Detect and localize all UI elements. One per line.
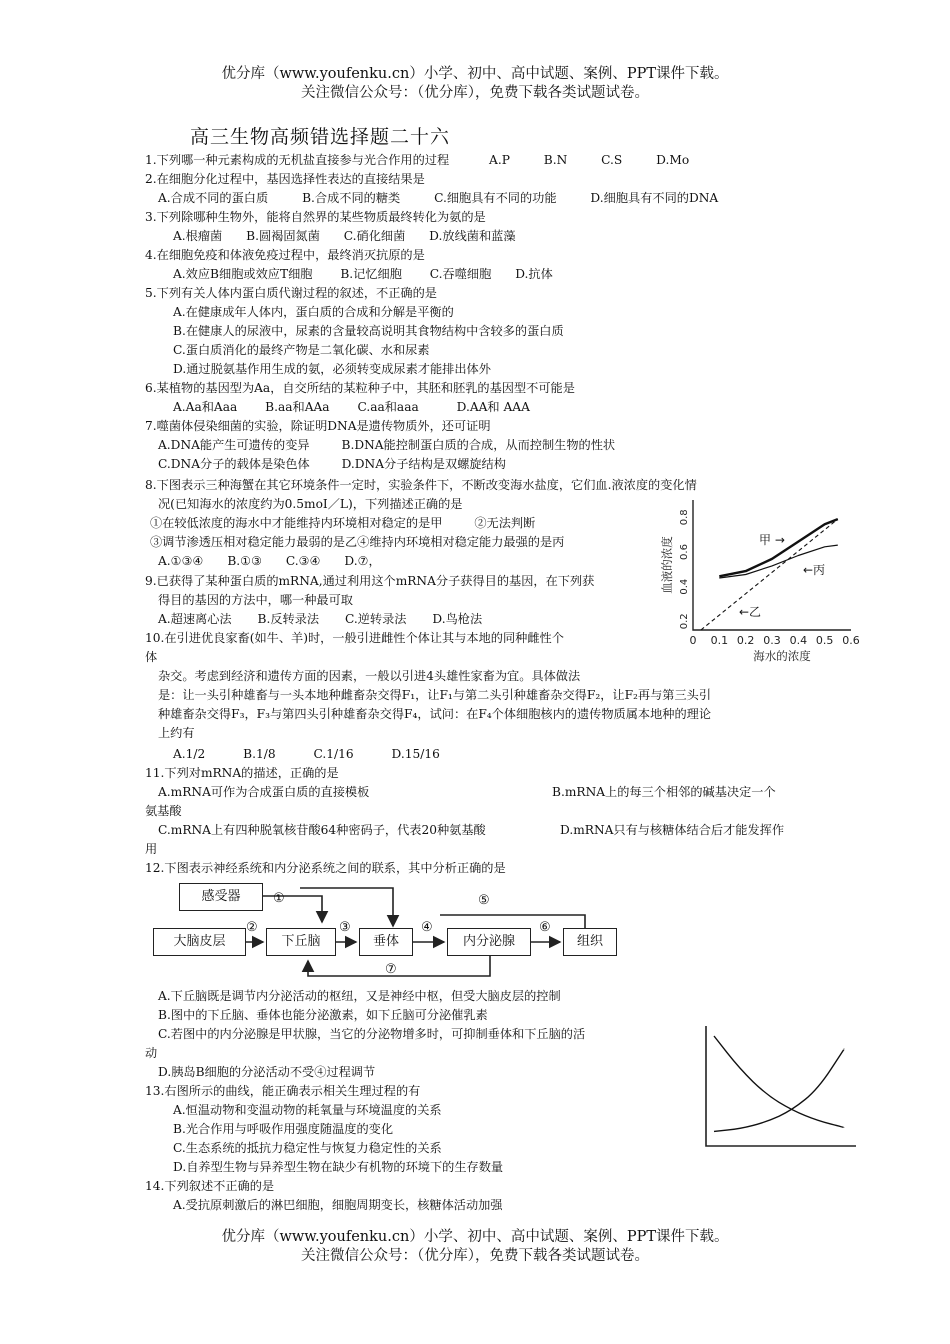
label-6: ⑥ (539, 920, 551, 935)
question-3-stem: 3.下列除哪种生物外，能将自然界的某些物质最终转化为氨的是 (145, 210, 486, 224)
option-a: A.DNA能产生可遗传的变异 (158, 438, 310, 452)
option-b: B.光合作用与呼吸作用强度随温度的变化 (173, 1122, 394, 1136)
option-a: A.①③④ (158, 554, 204, 568)
option-c: C.吞噬细胞 (429, 267, 492, 281)
crossing-curves-chart (680, 1020, 860, 1155)
footer-line-2: 关注微信公众号：（优分库），免费下载各类试题试卷。 (301, 1248, 649, 1264)
option-a: A.在健康成年人体内，蛋白质的合成和分解是平衡的 (173, 305, 454, 319)
option-c: C.生态系统的抵抗力稳定性与恢复力稳定性的关系 (173, 1141, 442, 1155)
question-9-options (158, 611, 482, 628)
series-label-丙: ←丙 (803, 563, 826, 577)
option-b: B.1/8 (243, 747, 276, 761)
label-1: ① (273, 891, 285, 906)
option-d: D.鸟枪法 (432, 612, 483, 626)
endocrine-gland-box: 内分泌腺 (447, 928, 531, 956)
option-d: D.DNA分子结构是双螺旋结构 (341, 457, 506, 471)
question-9-stem-2: 得目的基因的方法中，哪一种最可取 (158, 593, 353, 607)
option-b: B.圆褐固氮菌 (246, 229, 320, 243)
question-11-stem: 11.下列对mRNA的描述，正确的是 (145, 766, 339, 780)
option-d: D.通过脱氨基作用生成的氨，必须转变成尿素才能排出体外 (173, 362, 491, 376)
series-label-乙: ←乙 (739, 605, 762, 619)
option-b-cont: 氨基酸 (145, 804, 182, 818)
option-a: A.超速离心法 (158, 612, 232, 626)
statement-3: ③调节渗透压相对稳定能力最弱的是乙④维持内环境相对稳定能力最强的是丙 (150, 535, 565, 549)
option-c: C.S (601, 153, 623, 167)
option-b: B.N (543, 153, 568, 167)
option-d: D.细胞具有不同的DNA (590, 191, 719, 205)
question-12-stem: 12.下图表示神经系统和内分泌系统之间的联系，其中分析正确的是 (145, 861, 506, 875)
question-4-stem: 4.在细胞免疫和体液免疫过程中，最终消灭抗原的是 (145, 248, 425, 262)
pituitary-box: 垂体 (359, 928, 413, 956)
x-tick-label: 0.4 (789, 634, 808, 647)
question-4-options (173, 266, 553, 283)
option-b: B.记忆细胞 (340, 267, 402, 281)
question-2-stem: 2.在细胞分化过程中，基因选择性表达的直接结果是 (145, 172, 425, 186)
label-3: ③ (339, 920, 351, 935)
question-2-options (158, 190, 718, 207)
option-b: B.合成不同的糖类 (302, 191, 401, 205)
y-axis-label: 血液的浓度 (660, 536, 674, 594)
question-10-options (173, 746, 440, 763)
question-1 (145, 152, 689, 169)
label-4: ④ (421, 920, 433, 935)
question-6-stem: 6.某植物的基因型为Aa，自交所结的某粒种子中，其胚和胚乳的基因型不可能是 (145, 381, 575, 395)
option-d: D.放线菌和蓝藻 (429, 229, 516, 243)
option-b: B.DNA能控制蛋白质的合成，从而控制生物的性状 (341, 438, 616, 452)
y-tick-label: 0.8 (679, 509, 690, 526)
option-c-cont: 动 (145, 1046, 158, 1060)
option-c: C.蛋白质消化的最终产物是二氧化碳、水和尿素 (173, 343, 430, 357)
option-d: D.mRNA只有与核糖体结合后才能发挥作 (560, 823, 785, 837)
option-c: C.mRNA上有四种脱氧核苷酸64种密码子，代表20种氨基酸 (158, 823, 486, 837)
question-8-stem-1: 8.下图表示三种海蟹在其它环境条件一定时，实验条件下，不断改变海水盐度，它们血.液浓度的变化情 (145, 478, 697, 492)
x-tick-label: 0 (689, 634, 697, 647)
x-tick-label: 0.2 (736, 634, 755, 647)
option-b: B.①③ (227, 554, 263, 568)
cerebral-cortex-box: 大脑皮层 (153, 928, 246, 956)
option-c: C.DNA分子的载体是染色体 (158, 457, 310, 471)
option-a: A.1/2 (173, 747, 206, 761)
option-c: C.1/16 (313, 747, 354, 761)
option-c: C.③④ (285, 554, 321, 568)
option-b: B.在健康人的尿液中，尿素的含量较高说明其食物结构中含较多的蛋白质 (173, 324, 564, 338)
page-footer (0, 1228, 950, 1266)
question-10-stem-4: 是：让一头引种雄畜与一头本地种雌畜杂交得F₁，让F₁与第二头引种雄畜杂交得F₂，让F₂再与第三头引 (158, 688, 712, 702)
option-c: C.若图中的内分泌腺是甲状腺，当它的分泌物增多时，可抑制垂体和下丘脑的活 (158, 1027, 586, 1041)
option-d-cont: 用 (145, 842, 158, 856)
option-b: B.图中的下丘脑、垂体也能分泌激素，如下丘脑可分泌催乳素 (158, 1008, 488, 1022)
question-8-stem-2: 况(已知海水的浓度约为0.5moI／L)，下列描述正确的是 (158, 497, 463, 511)
option-a: A.Aa和Aaa (173, 400, 238, 414)
label-2: ② (246, 920, 258, 935)
crab-blood-concentration-chart (655, 490, 865, 670)
question-6-options (173, 399, 530, 416)
option-a: A.效应B细胞或效应T细胞 (173, 267, 313, 281)
y-tick-label: 0.4 (679, 578, 690, 595)
x-axis-label: 海水的浓度 (753, 649, 811, 663)
question-8-options (158, 553, 381, 570)
axes (706, 1026, 856, 1146)
option-a: A.恒温动物和变温动物的耗氧量与环境温度的关系 (173, 1103, 442, 1117)
option-c: C.细胞具有不同的功能 (434, 191, 557, 205)
y-tick-label: 0.6 (679, 544, 690, 560)
option-d: D.Mo (656, 153, 690, 167)
footer-line-1: 优分库（www.youfenku.cn）小学、初中、高中试题、案例、PPT课件下载。 (221, 1229, 729, 1245)
option-d: D.⑦， (344, 554, 381, 568)
header-line-2: 关注微信公众号：（优分库），免费下载各类试题试卷。 (301, 85, 649, 101)
page-header (0, 65, 950, 103)
axes (693, 500, 851, 630)
option-a: A.mRNA可作为合成蛋白质的直接模板 (158, 785, 370, 799)
option-c: C.硝化细菌 (343, 229, 406, 243)
option-a: A.下丘脑既是调节内分泌活动的枢纽，又是神经中枢，但受大脑皮层的控制 (158, 989, 561, 1003)
option-d: D.自养型生物与异养型生物在缺少有机物的环境下的生存数量 (173, 1160, 504, 1174)
page-title: 高三生物高频错选择题二十六 (190, 126, 451, 148)
receptor-box: 感受器 (179, 883, 263, 911)
question-9-stem-1: 9.已获得了某种蛋白质的mRNA,通过利用这个mRNA分子获得目的基因，在下列获 (145, 574, 595, 588)
question-stem: 1.下列哪一种元素构成的无机盐直接参与光合作用的过程 (145, 153, 450, 167)
x-tick-label: 0.1 (710, 634, 729, 647)
option-d: D.抗体 (515, 267, 553, 281)
x-tick-label: 0.6 (842, 634, 860, 647)
question-7-options-2 (158, 456, 506, 473)
question-5-stem: 5.下列有关人体内蛋白质代谢过程的叙述，不正确的是 (145, 286, 437, 300)
question-13-stem: 13.右图所示的曲线，能正确表示相关生理过程的有 (145, 1084, 421, 1098)
option-c: C.aa和aaa (357, 400, 419, 414)
option-b: B.反转录法 (257, 612, 320, 626)
option-d: D.15/16 (391, 747, 440, 761)
option-b: B.aa和AAa (265, 400, 330, 414)
tissue-box: 组织 (563, 928, 617, 956)
question-14-stem: 14.下列叙述不正确的是 (145, 1179, 275, 1193)
option-b: B.mRNA上的每三个相邻的碱基决定一个 (552, 785, 776, 799)
header-line-1: 优分库（www.youfenku.cn）小学、初中、高中试题、案例、PPT课件下载。 (221, 66, 729, 82)
option-d: D.胰岛B细胞的分泌活动不受④过程调节 (158, 1065, 376, 1079)
question-3-options (173, 228, 516, 245)
option-a: A.受抗原刺激后的淋巴细胞，细胞周期变长，核糖体活动加强 (173, 1198, 503, 1212)
y-tick-label: 0.2 (679, 613, 690, 630)
question-10-stem-5: 种雄畜杂交得F₃，F₃与第四头引种雄畜杂交得F₄，试问：在F₄个体细胞核内的遗传物质属本地种的理论 (158, 707, 712, 721)
curve-1 (714, 1036, 844, 1127)
x-tick-label: 0.3 (763, 634, 781, 647)
option-a: A.根瘤菌 (173, 229, 223, 243)
question-10-stem-6: 上约有 (158, 726, 195, 740)
question-7-options-1 (158, 437, 615, 454)
label-7: ⑦ (385, 962, 397, 977)
option-d: D.AA和 AAA (456, 400, 530, 414)
label-5: ⑤ (478, 893, 490, 908)
question-10-stem-2: 体 (145, 650, 158, 664)
option-a: A.合成不同的蛋白质 (158, 191, 269, 205)
statement-1: ①在较低浓度的海水中才能维持内环境相对稳定的是甲 (150, 516, 443, 530)
statement-2: ②无法判断 (474, 516, 536, 530)
question-8-statements-1 (150, 515, 535, 532)
question-7-stem: 7.噬菌体侵染细菌的实验，除证明DNA是遗传物质外，还可证明 (145, 419, 491, 433)
series-label-甲: 甲 → (759, 533, 785, 547)
question-10-stem-1: 10.在引进优良家畜(如牛、羊)时，一般引进雌性个体让其与本地的同种雌性个 (145, 631, 564, 645)
option-a: A.P (489, 153, 510, 167)
x-tick-label: 0.5 (815, 634, 834, 647)
hypothalamus-box: 下丘脑 (266, 928, 336, 956)
option-c: C.逆转录法 (344, 612, 407, 626)
question-10-stem-3: 杂交。考虑到经济和遗传方面的因素，一般以引进4头雄性家畜为宜。具体做法 (158, 669, 581, 683)
